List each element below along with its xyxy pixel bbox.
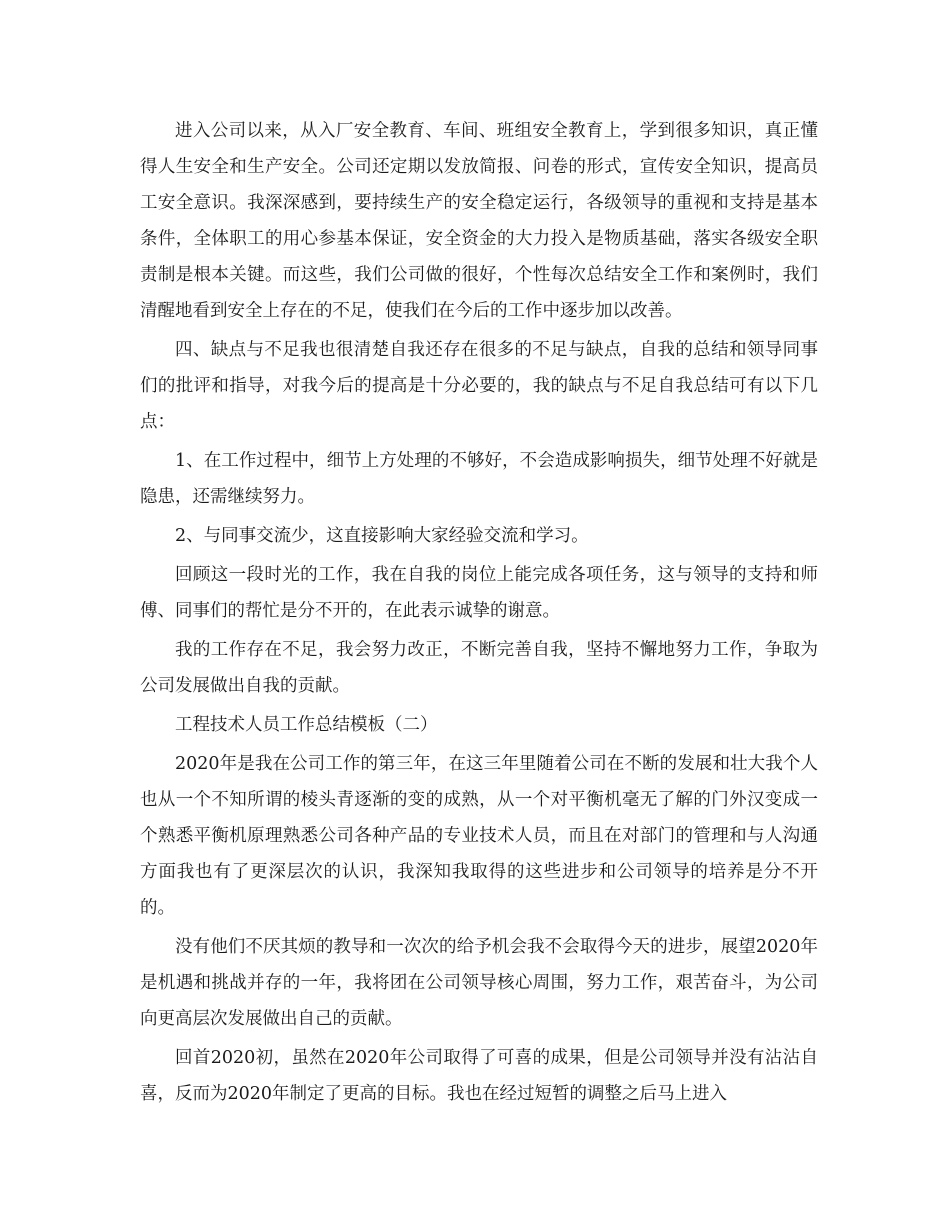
section-heading-template-two: 工程技术人员工作总结模板（二） [175,715,438,735]
paragraph-looking-back: 回首2020初，虽然在2020年公司取得了可喜的成果，但是公司领导并没有沾沾自喜，反而为2020年制定了更高的目标。我也在经过短暂的调整之后马上进入 [140,1048,818,1104]
paragraph-point-2: 2、与同事交流少，这直接影响大家经验交流和学习。 [175,526,589,546]
paragraph-safety-education: 进入公司以来，从入厂安全教育、车间、班组安全教育上，学到很多知识，真正懂得人生安全和生产安全。公司还定期以发放简报、问卷的形式，宣传安全知识，提高员工安全意识。我深深感到，要持续生产的安全稳定运行，各级领导的重视和支持是基本条件，全体职工的用心参基本保证，安全资金的大力投入是物质基础，落实各级安全职责制是根本关键。而这些，我们公司做的很好，个性每次总结安全工作和案例时，我们清醒地看到安全上存在的不足，使我们在今后的工作中逐步加以改善。 [140,121,818,321]
document-body [140,113,818,1112]
paragraph-outlook: 没有他们不厌其烦的教导和一次次的给予机会我不会取得今天的进步，展望2020年是机遇和挑战并存的一年，我将团在公司领导核心周围，努力工作，艰苦奋斗，为公司向更高层次发展做出自己的贡献。 [140,937,818,1029]
paragraph-shortcomings: 四、缺点与不足我也很清楚自我还存在很多的不足与缺点，自我的总结和领导同事们的批评和指导，对我今后的提高是十分必要的，我的缺点与不足自我总结可有以下几点： [140,340,818,432]
paragraph-review: 回顾这一段时光的工作，我在自我的岗位上能完成各项任务，这与领导的支持和师傅、同事们的帮忙是分不开的，在此表示诚挚的谢意。 [140,565,818,621]
paragraph-improvement: 我的工作存在不足，我会努力改正，不断完善自我，坚持不懈地努力工作，争取为公司发展做出自我的贡献。 [140,640,818,696]
paragraph-point-1: 1、在工作过程中，细节上方处理的不够好，不会造成影响损失，细节处理不好就是隐患，还需继续努力。 [140,451,818,507]
paragraph-third-year: 2020年是我在公司工作的第三年，在这三年里随着公司在不断的发展和壮大我个人也从一个不知所谓的棱头青逐渐的变的成熟，从一个对平衡机毫无了解的门外汉变成一个熟悉平衡机原理熟悉公司各种产品的专业技术人员，而且在对部门的管理和与人沟通方面我也有了更深层次的认识，我深知我取得的这些进步和公司领导的培养是分不开的。 [140,754,818,918]
